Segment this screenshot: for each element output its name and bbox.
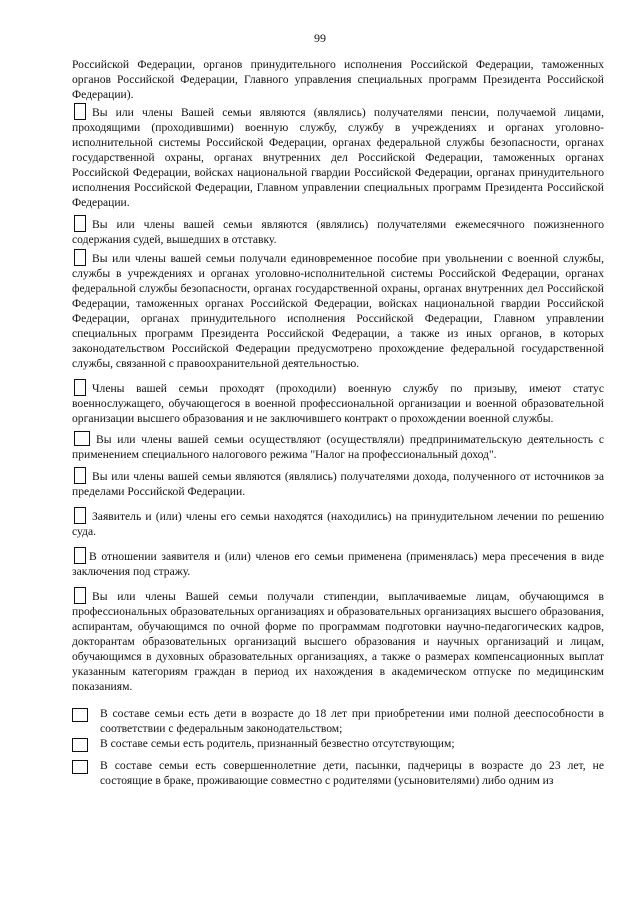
item-detention-text: В отношении заявителя и (или) членов его семьи применена (применялась) мера пресечения в виде заключения под стражу. xyxy=(72,550,604,578)
checkbox-adult-children-23[interactable] xyxy=(72,760,88,774)
family-item-children-18 xyxy=(72,706,604,736)
item-conscription-text: Члены вашей семьи проходят (проходили) военную службу по призыву, имеют статус военнослужащего, обучающегося в военной профессиональной организации и военной образовательной организации высшего образования и не заключившего контракт о прохождении военной службы. xyxy=(72,382,604,425)
checkbox-missing-parent[interactable] xyxy=(72,738,88,752)
item-foreign-income-text: Вы или члены вашей семьи являются (являлись) получателями дохода, полученного от источников за пределами Российской Федерации. xyxy=(72,470,604,498)
item-stipends xyxy=(72,587,604,694)
checkbox-foreign-income[interactable] xyxy=(74,467,86,484)
form-content xyxy=(72,57,604,788)
item-stipends-text: Вы или члены Вашей семьи получали стипендии, выплачиваемые лицам, обучающимся в профессиональных образовательных организациях и образовательных организациях высшего образования, аспирантам, обучающимся по очной форме по программам подготовки научно-педагогических кадров, докторантам образовательных организаций высшего образования и научных организаций и лицам, обучающимся в духовных образовательных организациях, а также о размерах компенсационных выплат указанным категориям граждан в период их нахождения в академическом отпуске по медицинским показаниям. xyxy=(72,590,604,693)
item-pension-text: Вы или члены Вашей семьи являются (являлись) получателями пенсии, получаемой лицами, проходящими (проходившими) военную службу, службу в учреждениях и органах уголовно-исполнительной системы Российской Федерации, органах федеральной службы безопасности, органах государственной охраны, органах внутренних дел Российской Федерации, таможенных органах Российской Федерации, войсках национальной гвардии Российской Федерации, органах принудительного исполнения Российской Федерации, Главном управлении специальных программ Президента Российской Федерации. xyxy=(72,106,604,209)
item-dismissal-benefit-text: Вы или члены вашей семьи получали единовременное пособие при увольнении с военной службы, службы в учреждениях и органах уголовно-исполнительной системы Российской Федерации, органах федеральной службы безопасности, органах государственной охраны, органах внутренних дел Российской Федерации, таможенных органах Российской Федерации, войсках национальной гвардии Российской Федерации, органах принудительного исполнения Российской Федерации, Главном управлении специальных программ Президента Российской Федерации, а также из иных органов, в которых законодательством Российской Федерации предусмотрено прохождение федеральной государственной службы, связанной с правоохранительной деятельностью. xyxy=(72,252,604,370)
item-pension xyxy=(72,103,604,210)
family-item-missing-parent-text: В составе семьи есть родитель, признанный безвестно отсутствующим; xyxy=(100,737,455,750)
family-item-adult-children-23 xyxy=(72,758,604,788)
family-item-missing-parent xyxy=(72,736,604,753)
checkbox-stipends[interactable] xyxy=(74,587,86,604)
item-compulsory-treatment-text: Заявитель и (или) члены его семьи находятся (находились) на принудительном лечении по решению суда. xyxy=(72,510,604,538)
family-item-children-18-text: В составе семьи есть дети в возрасте до 18 лет при приобретении ими полной дееспособности в соответствии с федеральным законодательством; xyxy=(100,707,604,735)
item-self-employed xyxy=(72,431,604,462)
checkbox-conscription[interactable] xyxy=(74,379,86,396)
page-number: 99 xyxy=(314,31,326,45)
item-conscription xyxy=(72,379,604,426)
checkbox-detention[interactable] xyxy=(74,547,86,564)
item-judges xyxy=(72,215,604,247)
intro-paragraph: Российской Федерации, органов принудительного исполнения Российской Федерации, таможенных органов Российской Федерации, Главного управления специальных программ Президента Российской Федерации). xyxy=(72,58,604,101)
family-item-adult-children-23-text: В составе семьи есть совершеннолетние дети, пасынки, падчерицы в возрасте до 23 лет, не состоящие в браке, проживающие совместно с родителями (усыновителями) либо одним из xyxy=(100,759,604,787)
checkbox-self-employed[interactable] xyxy=(74,431,90,446)
checkbox-compulsory-treatment[interactable] xyxy=(74,507,86,524)
item-self-employed-text: Вы или члены вашей семьи осуществляют (осуществляли) предпринимательскую деятельность с применением специального налогового режима "Налог на профессиональный доход". xyxy=(72,433,604,461)
checkbox-pension[interactable] xyxy=(74,103,86,120)
item-dismissal-benefit xyxy=(72,249,604,371)
item-detention xyxy=(72,547,604,579)
checkbox-judges[interactable] xyxy=(74,215,86,232)
checkbox-dismissal-benefit[interactable] xyxy=(74,249,86,266)
checkbox-children-18[interactable] xyxy=(72,708,88,722)
item-foreign-income xyxy=(72,467,604,499)
item-judges-text: Вы или члены вашей семьи являются (являлись) получателями ежемесячного пожизненного содержания судей, вышедших в отставку. xyxy=(72,218,604,246)
item-compulsory-treatment xyxy=(72,507,604,539)
